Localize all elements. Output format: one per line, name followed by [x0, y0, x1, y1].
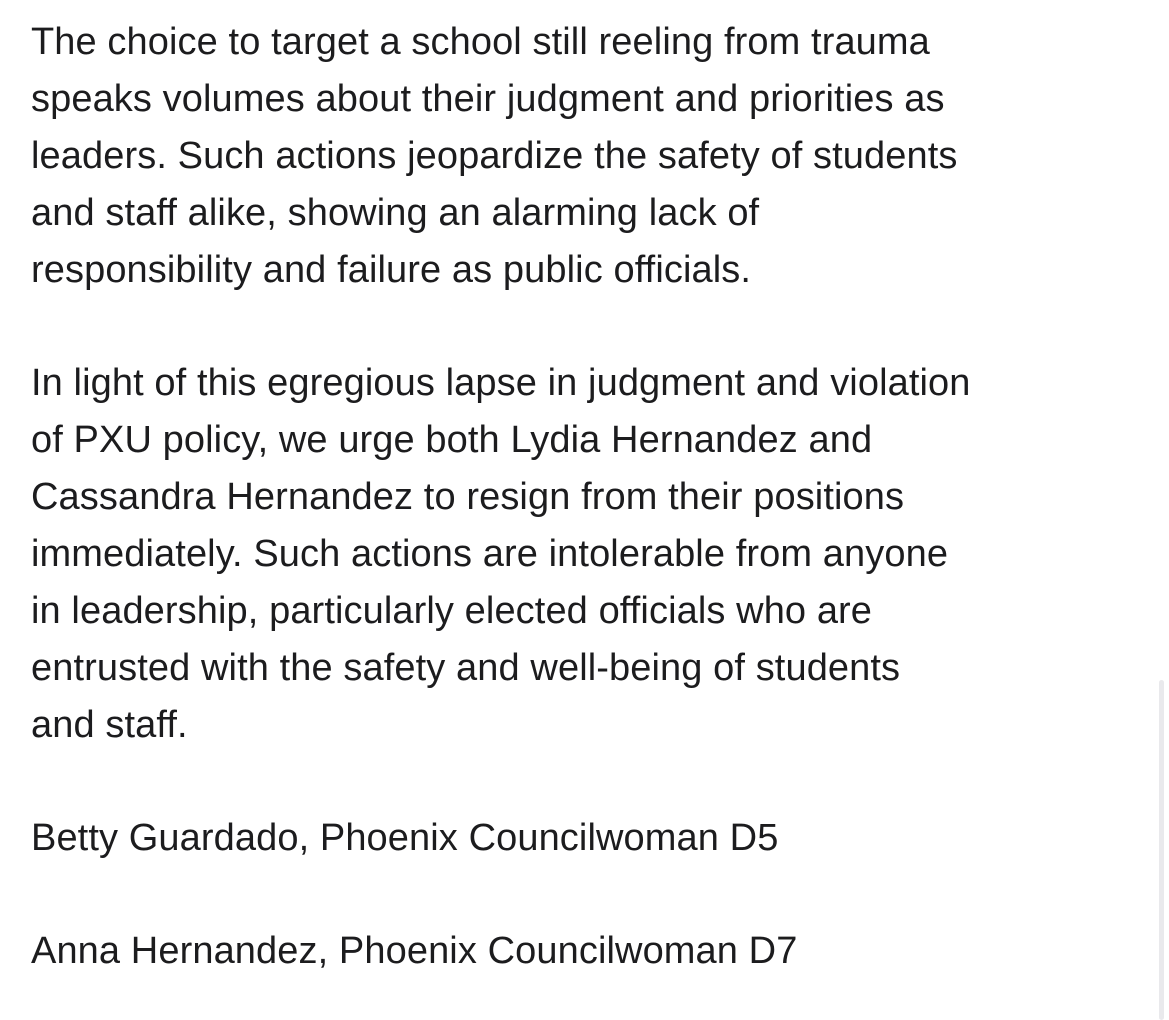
- vertical-scrollbar[interactable]: [1159, 680, 1164, 1020]
- document-body: [31, 14, 1151, 980]
- signature-betty-guardado: Betty Guardado, Phoenix Councilwoman D5: [31, 817, 779, 859]
- signature-anna-hernandez: Anna Hernandez, Phoenix Councilwoman D7: [31, 930, 798, 972]
- paragraph-2: In light of this egregious lapse in judgment and violation of PXU policy, we urge both Lydia Hernandez and Cassandra Hernandez to resign from their positions immediately. Such actions are intolerable from anyone in leadership, particularly elected officials who are entrusted with the safety and well-being of students and staff.: [31, 362, 971, 746]
- paragraph-1: The choice to target a school still reeling from trauma speaks volumes about their judgment and priorities as leaders. Such actions jeopardize the safety of students and staff alike, showing an alarming lack of responsibility and failure as public officials.: [31, 21, 958, 291]
